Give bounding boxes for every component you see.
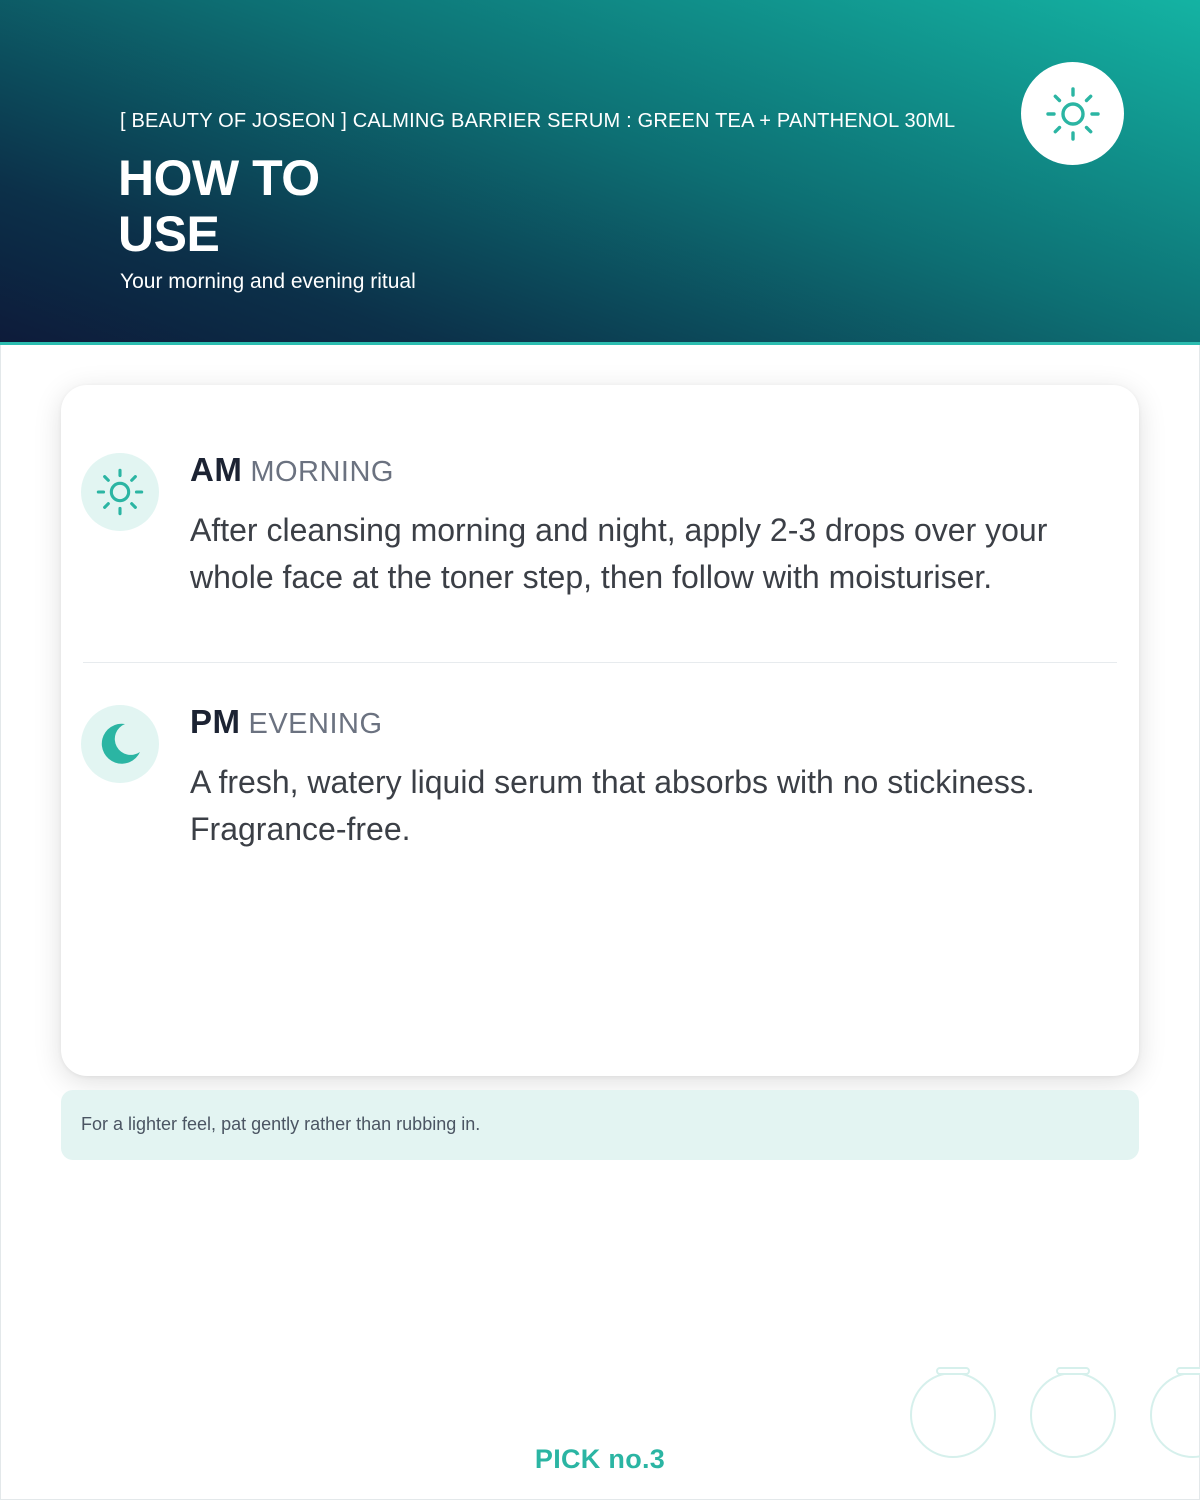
product-name: [ BEAUTY OF JOSEON ] CALMING BARRIER SERUM : GREEN TEA + PANTHENOL 30ML <box>120 110 956 132</box>
step-divider <box>83 662 1117 663</box>
step-description: After cleansing morning and night, apply 2-3 drops over your whole face at the toner step, then follow with moisturiser. <box>190 512 1048 595</box>
pick-number: PICK no.3 <box>534 1444 666 1474</box>
title-line-1: HOW TO <box>118 150 320 206</box>
step-code: PM <box>190 703 241 740</box>
step-label: MORNING <box>250 456 394 488</box>
sun-badge <box>1021 62 1124 165</box>
title-line-2: USE <box>118 206 220 262</box>
page-title <box>118 150 518 262</box>
step-heading <box>190 451 394 489</box>
routine-card <box>61 385 1139 1076</box>
page-subtitle: Your morning and evening ritual <box>120 270 416 293</box>
header-banner <box>0 0 1200 345</box>
step-code: AM <box>190 451 243 488</box>
tip-box <box>61 1090 1139 1160</box>
evening-icon-badge <box>81 705 159 783</box>
step-heading <box>190 703 383 741</box>
moon-icon <box>94 718 146 770</box>
sun-icon <box>94 466 146 518</box>
tip-text: For a lighter feel, pat gently rather than rubbing in. <box>81 1114 481 1134</box>
step-label: EVENING <box>248 708 383 740</box>
morning-icon-badge <box>81 453 159 531</box>
sun-icon <box>1043 84 1103 144</box>
step-description: A fresh, watery liquid serum that absorbs with no stickiness. Fragrance-free. <box>190 764 1035 847</box>
